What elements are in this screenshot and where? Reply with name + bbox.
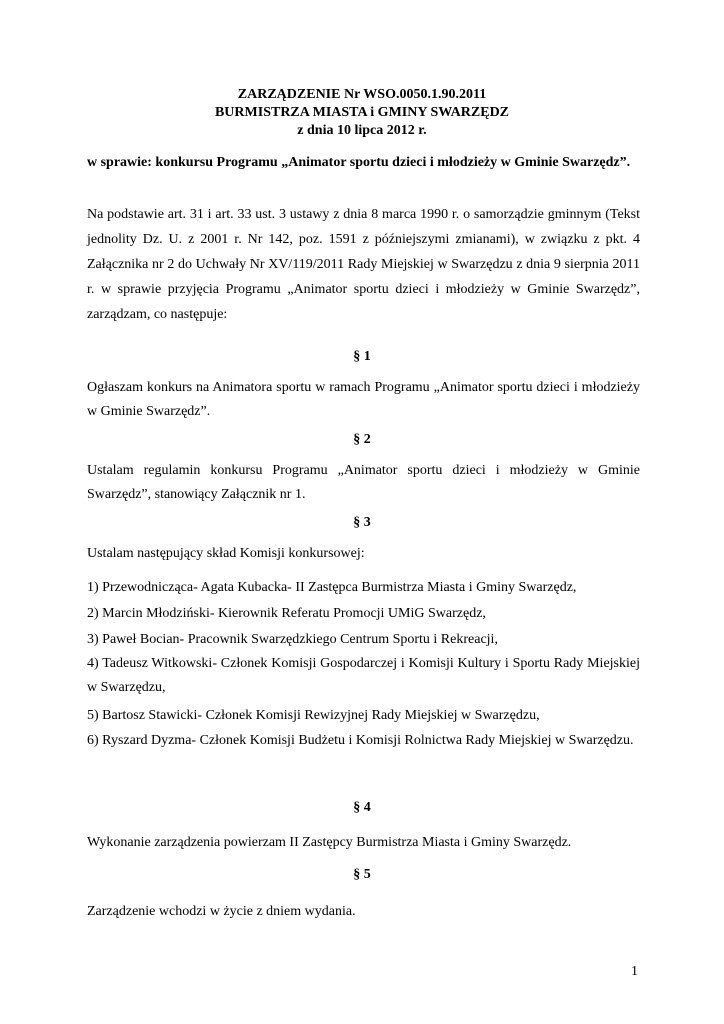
document-title: ZARZĄDZENIE Nr WSO.0050.1.90.2011 [237, 87, 487, 102]
committee-member-3: 3) Paweł Bocian- Pracownik Swarzędzkiego Centrum Sportu i Rekreacji, [87, 632, 498, 647]
committee-member-2: 2) Marcin Młodziński- Kierownik Referatu Promocji UMiG Swarzędz, [87, 606, 486, 621]
section-5-mark: § 5 [353, 867, 371, 882]
committee-member-1: 1) Przewodnicząca- Agata Kubacka- II Zastępca Burmistrza Miasta i Gminy Swarzędz, [87, 580, 577, 595]
section-1-mark: § 1 [353, 349, 371, 364]
section-5-text: Zarządzenie wchodzi w życie z dniem wydania. [87, 904, 356, 919]
section-4-mark: § 4 [353, 800, 371, 815]
preamble-paragraph: Na podstawie art. 31 i art. 33 ust. 3 ustawy z dnia 8 marca 1990 r. o samorządzie gminnym (Tekst jednolity Dz. U. z 2001 r. Nr 142, poz. 1591 z późniejszymi zmianami), w związku z pkt. 4 Załącznika nr 2 do Uchwały Nr XV/119/2011 Rady Miejskiej w Swarzędzu z dnia 9 sierpnia 2011 r. w sprawie przyjęcia Programu „Animator sportu dzieci i młodzieży w Gminie Swarzędz”, zarządzam, co następuje: [87, 207, 640, 322]
committee-member-6: 6) Ryszard Dyzma- Członek Komisji Budżetu i Komisji Rolnictwa Rady Miejskiej w Swarzędzu. [87, 733, 634, 748]
section-3-text: Ustalam następujący skład Komisji konkursowej: [87, 546, 365, 561]
page-number: 1 [631, 964, 638, 979]
section-4-text: Wykonanie zarządzenia powierzam II Zastępcy Burmistrza Miasta i Gminy Swarzędz. [87, 835, 572, 850]
committee-member-5: 5) Bartosz Stawicki- Członek Komisji Rewizyjnej Rady Miejskiej w Swarzędzu, [87, 708, 540, 723]
section-2-mark: § 2 [353, 432, 371, 447]
document-date: z dnia 10 lipca 2012 r. [297, 123, 427, 138]
committee-member-4: 4) Tadeusz Witkowski- Członek Komisji Gospodarczej i Komisji Kultury i Sportu Rady Miejskiej w Swarzędzu, [87, 656, 640, 695]
subject-line: w sprawie: konkursu Programu „Animator sportu dzieci i młodzieży w Gminie Swarzędz”. [87, 155, 631, 170]
section-3-mark: § 3 [353, 515, 371, 530]
section-2-text: Ustalam regulamin konkursu Programu „Animator sportu dzieci i młodzieży w Gminie Swarzędz”, stanowiący Załącznik nr 1. [87, 463, 640, 502]
section-1-text: Ogłaszam konkurs na Animatora sportu w ramach Programu „Animator sportu dzieci i młodzieży w Gminie Swarzędz”. [87, 380, 640, 419]
issuing-authority: BURMISTRZA MIASTA i GMINY SWARZĘDZ [214, 105, 510, 120]
